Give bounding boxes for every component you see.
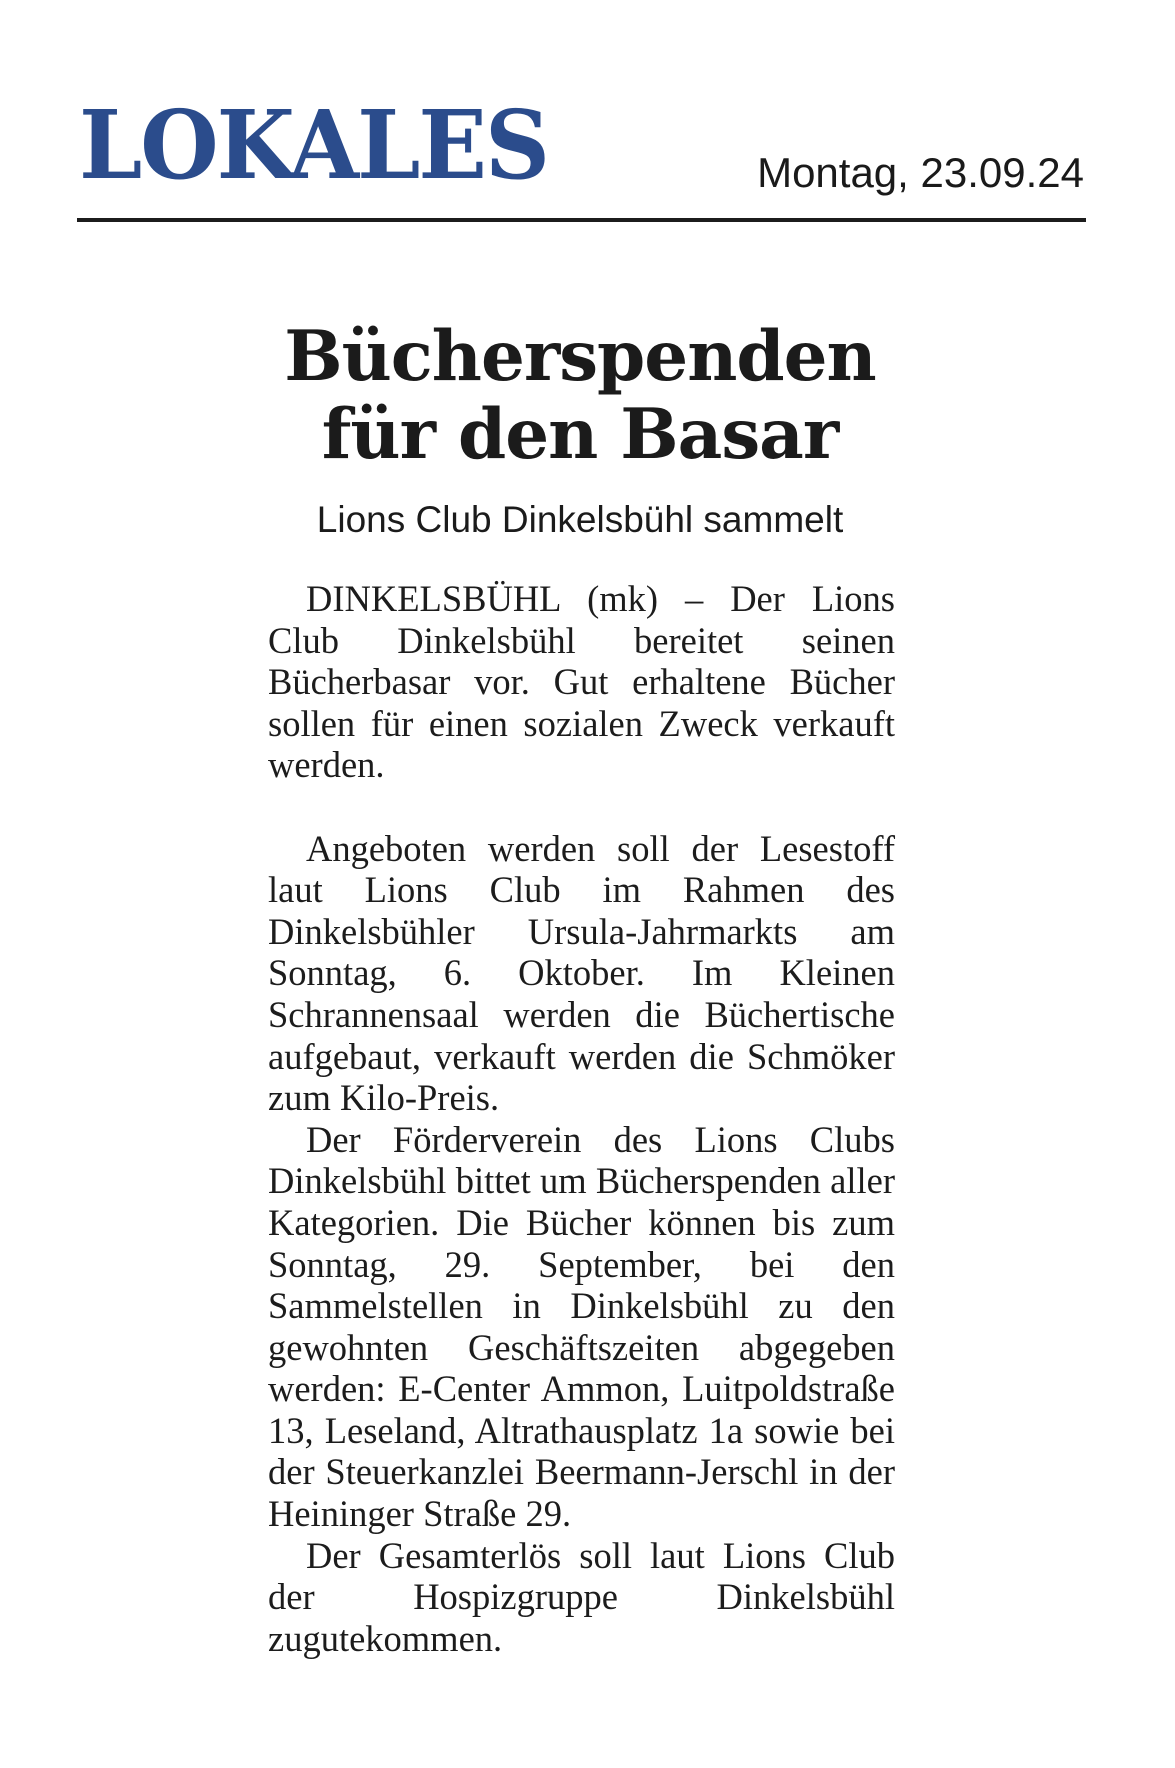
issue-date: Montag, 23.09.24 bbox=[757, 149, 1084, 196]
article-paragraph: Der Förderverein des Lions Clubs Dinkelsbühl bittet um Bücherspenden aller Kategorien. Die Bücher können bis zum Sonntag, 29. September, bei den Sammelstellen in Dinkelsbühl zu den gewohnten Geschäftszeiten abgegeben werden: E-Center Ammon, Luitpoldstraße 13, Leseland, Altrathausplatz 1a sowie bei der Steuerkanzlei Beermann-Jerschl in der Heininger Straße 29. bbox=[268, 1118, 895, 1535]
headline-line: Bücherspenden bbox=[284, 316, 876, 397]
article-paragraph: Der Gesamterlös soll laut Lions Club der Hospizgruppe Dinkelsbühl zugutekommen. bbox=[268, 1534, 895, 1659]
article-body bbox=[268, 578, 895, 1659]
section-title: LOKALES bbox=[79, 89, 548, 201]
headline-line: für den Basar bbox=[321, 394, 839, 475]
article-paragraph: DINKELSBÜHL (mk) – Der Lions Club Dinkelsbühl bereitet seinen Bücherbasar vor. Gut erhaltene Bücher sollen für einen sozialen Zweck verkauft werden. bbox=[268, 578, 895, 786]
page-header bbox=[77, 88, 1086, 222]
article-subheadline: Lions Club Dinkelsbühl sammelt bbox=[316, 499, 844, 540]
article-paragraph: Angeboten werden soll der Lesestoff laut Lions Club im Rahmen des Dinkelsbühler Ursula-Jahrmarkts am Sonntag, 6. Oktober. Im Kleinen Schrannensaal werden die Büchertische aufgebaut, verkauft werden die Schmöker zum Kilo-Preis. bbox=[268, 827, 895, 1119]
article-headline bbox=[230, 318, 930, 474]
